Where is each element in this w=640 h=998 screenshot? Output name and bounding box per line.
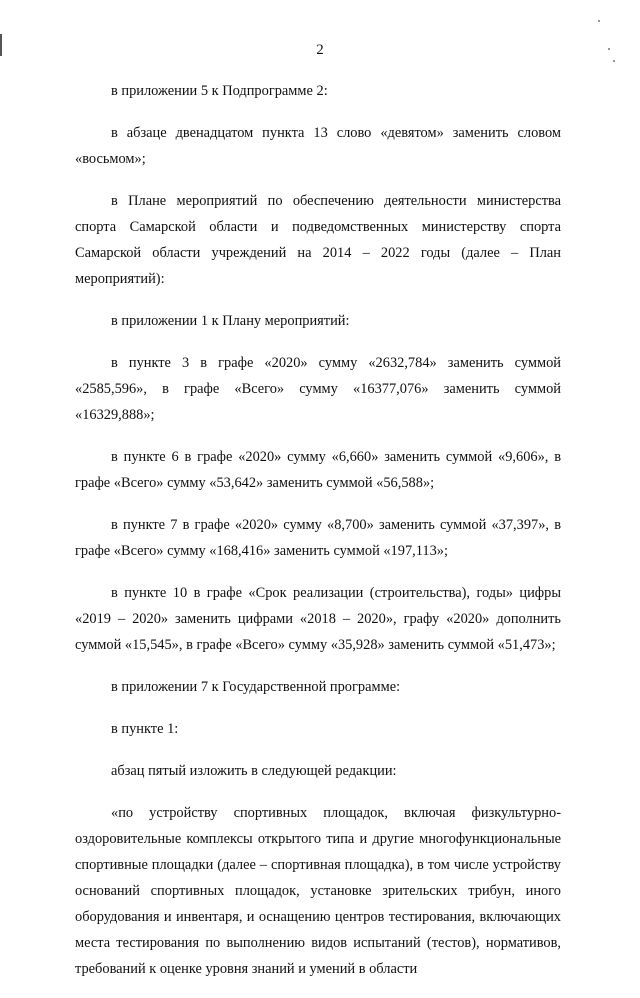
paragraph: в приложении 1 к Плану мероприятий: — [111, 313, 350, 329]
scan-speck — [613, 60, 615, 62]
paragraph: «по устройству спортивных площадок, включая физкультурно-оздоровительные комплексы открытого типа и другие многофункциональные спортивные площадки (далее – спортивная площадка), в том числе устройству оснований спортивных площадок, установке зрительских трибун, иного оборудования и инвентаря, и оснащению центров тестирования, включающих места тестирования по выполнению видов испытаний (тестов), нормативов, требований к оценке уровня знаний и умений в области — [75, 805, 561, 977]
paragraph: в пункте 3 в графе «2020» сумму «2632,784» заменить суммой «2585,596», в графе «Всего» сумму «16377,076» заменить суммой «16329,888»; — [75, 355, 561, 423]
page-number: 2 — [316, 42, 324, 58]
document-body — [75, 78, 561, 998]
paragraph: в пункте 6 в графе «2020» сумму «6,660» заменить суммой «9,606», в графе «Всего» сумму «53,642» заменить суммой «56,588»; — [75, 449, 561, 491]
paragraph: в приложении 5 к Подпрограмме 2: — [111, 83, 328, 99]
paragraph: в приложении 7 к Государственной программе: — [111, 679, 401, 695]
paragraph: в пункте 1: — [111, 721, 179, 737]
paragraph: абзац пятый изложить в следующей редакции: — [111, 763, 397, 779]
paragraph: в Плане мероприятий по обеспечению деятельности министерства спорта Самарской области и подведомственных министерству спорта Самарской области учреждений на 2014 – 2022 годы (далее – План мероприятий): — [75, 193, 561, 287]
paragraph: в пункте 10 в графе «Срок реализации (строительства), годы» цифры «2019 – 2020» заменить цифрами «2018 – 2020», графу «2020» дополнить суммой «15,545», в графе «Всего» сумму «35,928» заменить суммой «51,473»; — [75, 585, 561, 653]
paragraph: в пункте 7 в графе «2020» сумму «8,700» заменить суммой «37,397», в графе «Всего» сумму «168,416» заменить суммой «197,113»; — [75, 517, 561, 559]
scan-speck — [598, 20, 600, 22]
paragraph: в абзаце двенадцатом пункта 13 слово «девятом» заменить словом «восьмом»; — [75, 125, 561, 167]
